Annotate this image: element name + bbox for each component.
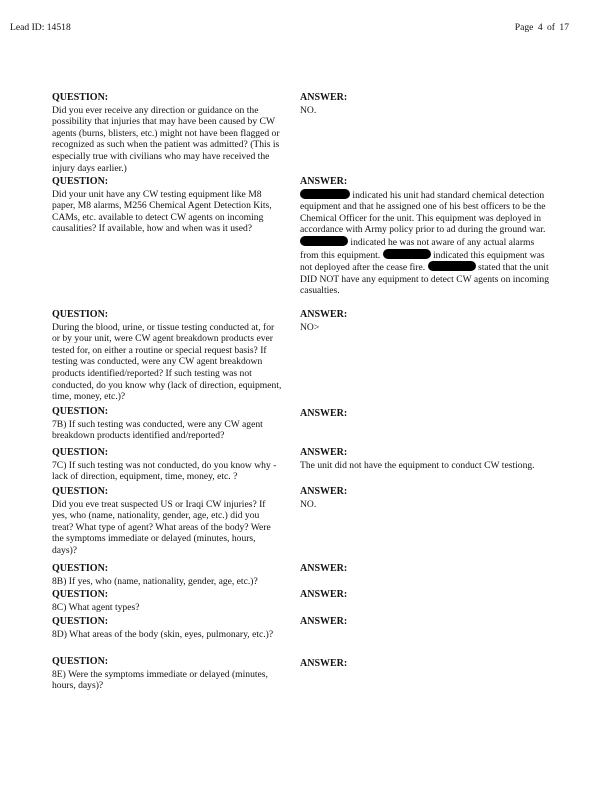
answer-label: ANSWER: [300, 616, 348, 627]
answer-label: ANSWER: [300, 176, 348, 187]
question-label: QUESTION: [52, 447, 109, 458]
question-block [52, 447, 282, 483]
answer-label: ANSWER: [300, 589, 348, 600]
answer-text-part: indicated this equipment was not deployed after the cease fire. [300, 249, 545, 274]
question-label: QUESTION: [52, 563, 109, 574]
answer-text: NO. [300, 498, 317, 510]
question-block [52, 176, 282, 235]
redaction-box [300, 236, 348, 246]
question-text: 8D) What areas of the body (skin, eyes, pulmonary, etc.)? [52, 628, 274, 640]
question-text: During the blood, urine, or tissue testing conducted at, for or by your unit, were CW agent breakdown products ever tested for, on either a routine or special request basis? If testing was conducted, were any CW agent breakdown products identified/reported? If such testing was not conducted, do you know why (lack of direction, equipment, time, money, etc.)? [52, 321, 282, 403]
answer-block [300, 92, 550, 116]
question-block [52, 656, 282, 692]
redaction-box [428, 261, 476, 271]
redaction-box [300, 189, 350, 199]
answer-text-part: indicated he was not aware of any actual alarms from this equipment. [300, 236, 535, 261]
question-label: QUESTION: [52, 589, 109, 600]
answer-label: ANSWER: [300, 563, 348, 574]
answer-label: ANSWER: [300, 486, 348, 497]
answer-text-part: indicated his unit had standard chemical detection equipment and that he assigned one of his best officers to be the Chemical Officer for the unit. This equipment was deployed in accordance with Army policy prior to ad during the ground war. [300, 189, 546, 236]
answer-text [300, 189, 550, 297]
answer-text: NO> [300, 321, 320, 333]
answer-text-part: stated that the unit DID NOT have any equipment to detect CW agents on incoming casualties. [300, 262, 550, 297]
answer-block [300, 658, 550, 671]
redaction-box [383, 249, 431, 259]
page-number: Page 4 of 17 [514, 22, 569, 33]
question-text: 8E) Were the symptoms immediate or delayed (minutes, hours, days)? [52, 668, 268, 692]
answer-block [300, 447, 550, 471]
question-block [52, 589, 282, 613]
question-label: QUESTION: [52, 176, 109, 187]
answer-block [300, 563, 550, 576]
question-label: QUESTION: [52, 486, 109, 497]
question-label: QUESTION: [52, 309, 109, 320]
question-text: Did your unit have any CW testing equipment like M8 paper, M8 alarms, M256 Chemical Agent Detection Kits, CAMs, etc. available to detect CW agents on incoming causalities? If available, how and when was it used? [52, 188, 272, 235]
question-label: QUESTION: [52, 656, 109, 667]
question-text: 8B) If yes, who (name, nationality, gender, age, etc.)? [52, 575, 258, 587]
question-text: 7B) If such testing was conducted, were any CW agent breakdown products identified and/reported? [52, 418, 263, 442]
answer-label: ANSWER: [300, 658, 348, 669]
question-block [52, 309, 282, 403]
lead-id: Lead ID: 14518 [10, 22, 71, 33]
answer-block [300, 486, 550, 510]
question-block [52, 406, 282, 442]
answer-label: ANSWER: [300, 92, 348, 103]
answer-label: ANSWER: [300, 447, 348, 458]
answer-block [300, 176, 550, 297]
question-label: QUESTION: [52, 406, 109, 417]
question-text: Did you ever receive any direction or guidance on the possibility that injuries that may have been caused by CW agents (burns, blisters, etc.) might not have been flagged or recognized as such when the patient was admitted? (This is especially true with civilians who may have received the injury days earlier.) [52, 104, 280, 174]
answer-text: NO. [300, 104, 317, 116]
question-text: 7C) If such testing was not conducted, do you know why - lack of direction, equipment, time, money, etc. ? [52, 459, 277, 483]
question-label: QUESTION: [52, 92, 109, 103]
answer-label: ANSWER: [300, 408, 348, 419]
question-block [52, 486, 282, 557]
question-text: Did you eve treat suspected US or Iraqi CW injuries? If yes, who (name, nationality, gender, age, etc.) did you treat? What type of agent? What areas of the body? Were the symptoms immediate or delayed (minutes, hours, days)? [52, 498, 271, 556]
question-text: 8C) What agent types? [52, 601, 140, 613]
answer-block [300, 309, 550, 333]
answer-block [300, 589, 550, 602]
answer-text: The unit did not have the equipment to conduct CW testiong. [300, 459, 535, 471]
answer-block [300, 408, 550, 421]
question-label: QUESTION: [52, 616, 109, 627]
question-block [52, 563, 282, 587]
answer-block [300, 616, 550, 629]
answer-label: ANSWER: [300, 309, 348, 320]
question-block [52, 92, 282, 174]
question-block [52, 616, 282, 640]
